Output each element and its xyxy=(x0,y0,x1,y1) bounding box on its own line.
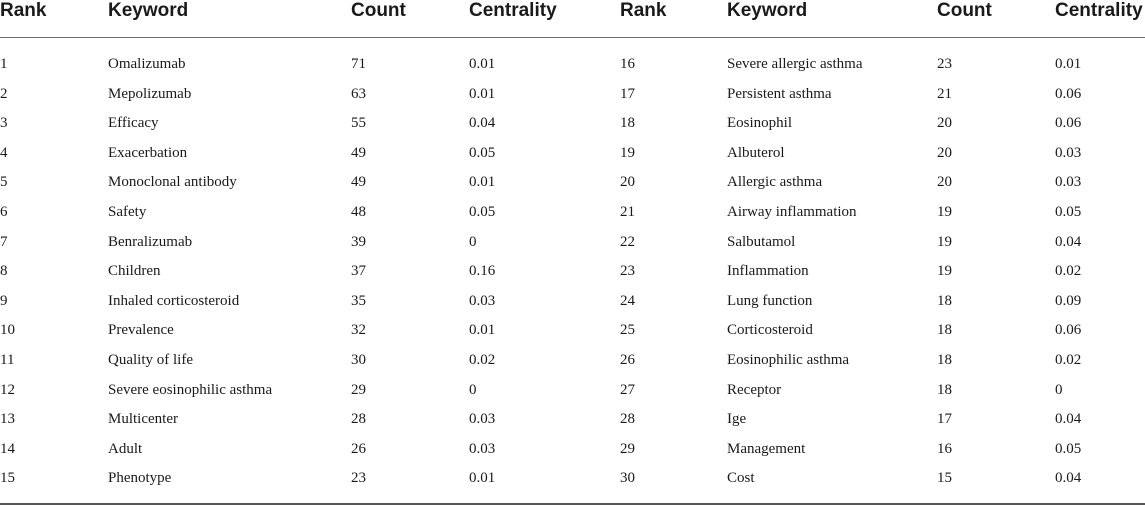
keyword-cell: Cost xyxy=(727,470,755,487)
rank-cell: 28 xyxy=(620,411,635,428)
rank-cell: 7 xyxy=(0,233,8,250)
table-row xyxy=(0,464,1145,494)
centrality-cell: 0.01 xyxy=(469,322,496,339)
count-cell: 21 xyxy=(937,85,952,102)
centrality-cell: 0.03 xyxy=(469,440,496,457)
rank-cell: 22 xyxy=(620,233,635,250)
centrality-cell: 0.04 xyxy=(1055,411,1082,428)
centrality-cell: 0.05 xyxy=(469,144,496,161)
keyword-cell: Persistent asthma xyxy=(727,85,832,102)
table-row xyxy=(0,405,1145,435)
centrality-cell: 0.05 xyxy=(1055,440,1082,457)
rank-cell: 11 xyxy=(0,352,15,368)
centrality-cell: 0.02 xyxy=(1055,352,1082,368)
rank-cell: 17 xyxy=(620,85,635,102)
table-row xyxy=(0,287,1145,317)
table-row xyxy=(0,316,1145,346)
count-cell: 18 xyxy=(937,292,952,309)
centrality-cell: 0.06 xyxy=(1055,115,1082,132)
keyword-cell: Quality of life xyxy=(108,352,193,368)
keyword-cell: Omalizumab xyxy=(108,56,186,72)
keyword-cell: Prevalence xyxy=(108,322,174,339)
count-cell: 30 xyxy=(351,352,366,368)
table-row xyxy=(0,168,1145,198)
rank-cell: 9 xyxy=(0,292,8,309)
count-cell: 20 xyxy=(937,144,952,161)
count-cell: 28 xyxy=(351,411,366,428)
count-cell: 71 xyxy=(351,56,366,72)
count-cell: 48 xyxy=(351,204,366,220)
centrality-cell: 0.05 xyxy=(469,204,496,220)
count-cell: 37 xyxy=(351,263,366,280)
header-divider xyxy=(0,37,1145,38)
centrality-cell: 0.01 xyxy=(469,85,496,102)
centrality-cell: 0.03 xyxy=(469,411,496,428)
centrality-cell: 0.04 xyxy=(1055,233,1082,250)
table-row xyxy=(0,50,1145,80)
rank-cell: 24 xyxy=(620,292,635,309)
keyword-cell: Efficacy xyxy=(108,115,159,132)
count-cell: 63 xyxy=(351,85,366,102)
centrality-cell: 0.01 xyxy=(469,174,496,191)
count-cell: 20 xyxy=(937,174,952,191)
rank-cell: 18 xyxy=(620,115,635,132)
count-cell: 17 xyxy=(937,411,952,428)
table-row xyxy=(0,198,1145,228)
keyword-cell: Eosinophilic asthma xyxy=(727,352,850,368)
rank-cell: 4 xyxy=(0,144,8,161)
keyword-cell: Children xyxy=(108,263,161,280)
rank-cell: 6 xyxy=(0,204,8,220)
rank-cell: 20 xyxy=(620,174,635,191)
centrality-cell: 0.04 xyxy=(1055,470,1082,487)
count-cell: 20 xyxy=(937,115,952,132)
keyword-cell: Mepolizumab xyxy=(108,85,192,102)
count-cell: 23 xyxy=(351,470,366,487)
keyword-cell: Receptor xyxy=(727,381,782,398)
centrality-cell: 0.09 xyxy=(1055,292,1082,309)
centrality-cell: 0.06 xyxy=(1055,85,1082,102)
rank-cell: 19 xyxy=(620,144,635,161)
rank-cell: 29 xyxy=(620,440,635,457)
keyword-cell: Multicenter xyxy=(108,411,178,428)
count-cell: 18 xyxy=(937,352,952,368)
count-cell: 23 xyxy=(937,56,952,72)
keyword-cell: Monoclonal antibody xyxy=(108,174,237,191)
keyword-cell: Allergic asthma xyxy=(727,174,823,191)
rank-cell: 10 xyxy=(0,322,15,339)
rank-cell: 25 xyxy=(620,322,635,339)
table-row xyxy=(0,109,1145,139)
rank-cell: 27 xyxy=(620,381,635,398)
rank-cell: 15 xyxy=(0,470,15,487)
header-count-2: Count xyxy=(937,0,992,21)
rank-cell: 14 xyxy=(0,440,15,457)
count-cell: 49 xyxy=(351,144,366,161)
header-keyword-2: Keyword xyxy=(727,0,808,21)
keyword-cell: Severe eosinophilic asthma xyxy=(108,381,273,398)
centrality-cell: 0.03 xyxy=(469,292,496,309)
table-row xyxy=(0,257,1145,287)
table-row xyxy=(0,376,1145,406)
count-cell: 49 xyxy=(351,174,366,191)
keyword-cell: Lung function xyxy=(727,292,813,309)
keyword-cell: Corticosteroid xyxy=(727,322,813,339)
keyword-cell: Airway inflammation xyxy=(727,204,857,220)
rank-cell: 30 xyxy=(620,470,635,487)
keyword-cell: Phenotype xyxy=(108,470,172,487)
centrality-cell: 0.02 xyxy=(469,352,496,368)
rank-cell: 12 xyxy=(0,381,15,398)
centrality-cell: 0.01 xyxy=(469,470,496,487)
count-cell: 18 xyxy=(937,381,952,398)
keyword-cell: Safety xyxy=(108,204,147,220)
rank-cell: 16 xyxy=(620,56,635,72)
centrality-cell: 0.03 xyxy=(1055,144,1082,161)
centrality-cell: 0.05 xyxy=(1055,204,1082,220)
centrality-cell: 0.04 xyxy=(469,115,496,132)
count-cell: 55 xyxy=(351,115,366,132)
centrality-cell: 0 xyxy=(1055,381,1063,398)
rank-cell: 21 xyxy=(620,204,635,220)
table-row xyxy=(0,435,1145,465)
rank-cell: 2 xyxy=(0,85,8,102)
rank-cell: 3 xyxy=(0,115,8,132)
count-cell: 29 xyxy=(351,381,366,398)
count-cell: 39 xyxy=(351,233,366,250)
count-cell: 16 xyxy=(937,440,952,457)
rank-cell: 1 xyxy=(0,56,8,72)
keyword-cell: Management xyxy=(727,440,806,457)
table-row xyxy=(0,80,1145,110)
centrality-cell: 0.01 xyxy=(469,56,496,72)
header-rank: Rank xyxy=(0,0,47,21)
count-cell: 19 xyxy=(937,233,952,250)
rank-cell: 8 xyxy=(0,263,8,280)
count-cell: 18 xyxy=(937,322,952,339)
header-count: Count xyxy=(351,0,406,21)
keyword-cell: Salbutamol xyxy=(727,233,796,250)
keyword-cell: Eosinophil xyxy=(727,115,793,132)
centrality-cell: 0 xyxy=(469,381,477,398)
keyword-cell: Albuterol xyxy=(727,144,785,161)
keyword-cell: Severe allergic asthma xyxy=(727,56,863,72)
keyword-cell: Adult xyxy=(108,440,143,457)
centrality-cell: 0.03 xyxy=(1055,174,1082,191)
rank-cell: 26 xyxy=(620,352,635,368)
centrality-cell: 0.06 xyxy=(1055,322,1082,339)
count-cell: 15 xyxy=(937,470,952,487)
keyword-cell: Ige xyxy=(727,411,747,428)
keyword-cell: Inflammation xyxy=(727,263,809,280)
count-cell: 32 xyxy=(351,322,366,339)
table-row xyxy=(0,228,1145,258)
header-keyword: Keyword xyxy=(108,0,189,21)
centrality-cell: 0.01 xyxy=(1055,56,1082,72)
keyword-cell: Exacerbation xyxy=(108,144,188,161)
rank-cell: 23 xyxy=(620,263,635,280)
rank-cell: 13 xyxy=(0,411,15,428)
table-row xyxy=(0,346,1145,376)
centrality-cell: 0 xyxy=(469,233,477,250)
count-cell: 35 xyxy=(351,292,366,309)
count-cell: 19 xyxy=(937,204,952,220)
header-rank-2: Rank xyxy=(620,0,667,21)
header-centrality-2: Centrality xyxy=(1055,0,1143,21)
table-row xyxy=(0,139,1145,169)
table-header xyxy=(0,0,1145,36)
keyword-cell: Inhaled corticosteroid xyxy=(108,292,240,309)
centrality-cell: 0.16 xyxy=(469,263,496,280)
rank-cell: 5 xyxy=(0,174,8,191)
header-centrality: Centrality xyxy=(469,0,557,21)
count-cell: 19 xyxy=(937,263,952,280)
count-cell: 26 xyxy=(351,440,366,457)
keyword-cell: Benralizumab xyxy=(108,233,193,250)
centrality-cell: 0.02 xyxy=(1055,263,1082,280)
